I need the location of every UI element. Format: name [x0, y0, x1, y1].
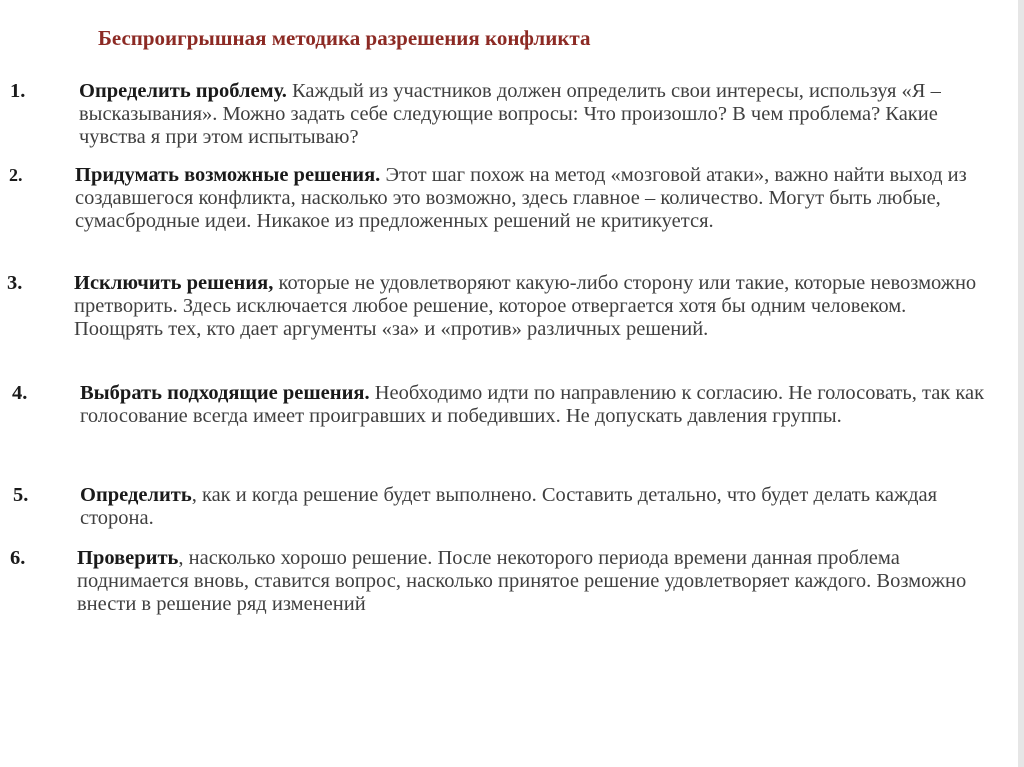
step-heading: Определить проблему. — [79, 80, 287, 102]
step-heading: Выбрать подходящие решения. — [80, 382, 370, 404]
step-body: Необходимо идти по направлению к согласию. Не голосовать, так как голосование всегда имеет проигравших и победивших. Не допускать давления группы. — [80, 382, 985, 427]
step-number: 6. — [10, 547, 26, 569]
step-text — [77, 547, 997, 616]
step-body: которые не удовлетворяют какую-либо сторону или такие, которые невозможно претворить. Здесь исключается любое решение, которое отвергается хотя бы одним человеком. Поощрять тех, кто дает аргументы «за» и «против» различных решений. — [74, 272, 977, 340]
step-text — [79, 80, 999, 149]
step-text — [74, 272, 994, 341]
step-heading: Проверить — [77, 547, 179, 569]
step-body: Каждый из участников должен определить свои интересы, используя «Я – высказывания». Можно задать себе следующие вопросы: Что произошло? В чем проблема? Какие чувства я при этом испытываю? — [79, 80, 941, 148]
step-heading: Определить — [80, 484, 192, 506]
step-heading: Исключить решения, — [74, 272, 274, 294]
slide-title: Беспроигрышная методика разрешения конфликта — [98, 26, 591, 50]
step-number: 3. — [7, 272, 23, 294]
step-text — [80, 484, 1000, 530]
step-text — [80, 382, 1000, 428]
step-heading: Придумать возможные решения. — [75, 164, 381, 186]
step-body: , как и когда решение будет выполнено. Составить детально, что будет делать каждая сторона. — [80, 484, 938, 529]
step-body: , насколько хорошо решение. После некоторого периода времени данная проблема поднимается вновь, ставится вопрос, насколько принятое решение удовлетворяет каждого. Возможно внести в решение ряд изменений — [77, 547, 967, 615]
step-number: 1. — [10, 80, 26, 102]
step-number: 2. — [9, 165, 23, 185]
slide-edge — [1018, 0, 1024, 767]
step-text — [75, 164, 995, 233]
step-number: 5. — [13, 484, 29, 506]
step-body: Этот шаг похож на метод «мозговой атаки», важно найти выход из создавшегося конфликта, насколько это возможно, здесь главное – количество. Могут быть любые, сумасбродные идеи. Никакое из предложенных решений не критикуется. — [75, 164, 967, 232]
step-number: 4. — [12, 382, 28, 404]
